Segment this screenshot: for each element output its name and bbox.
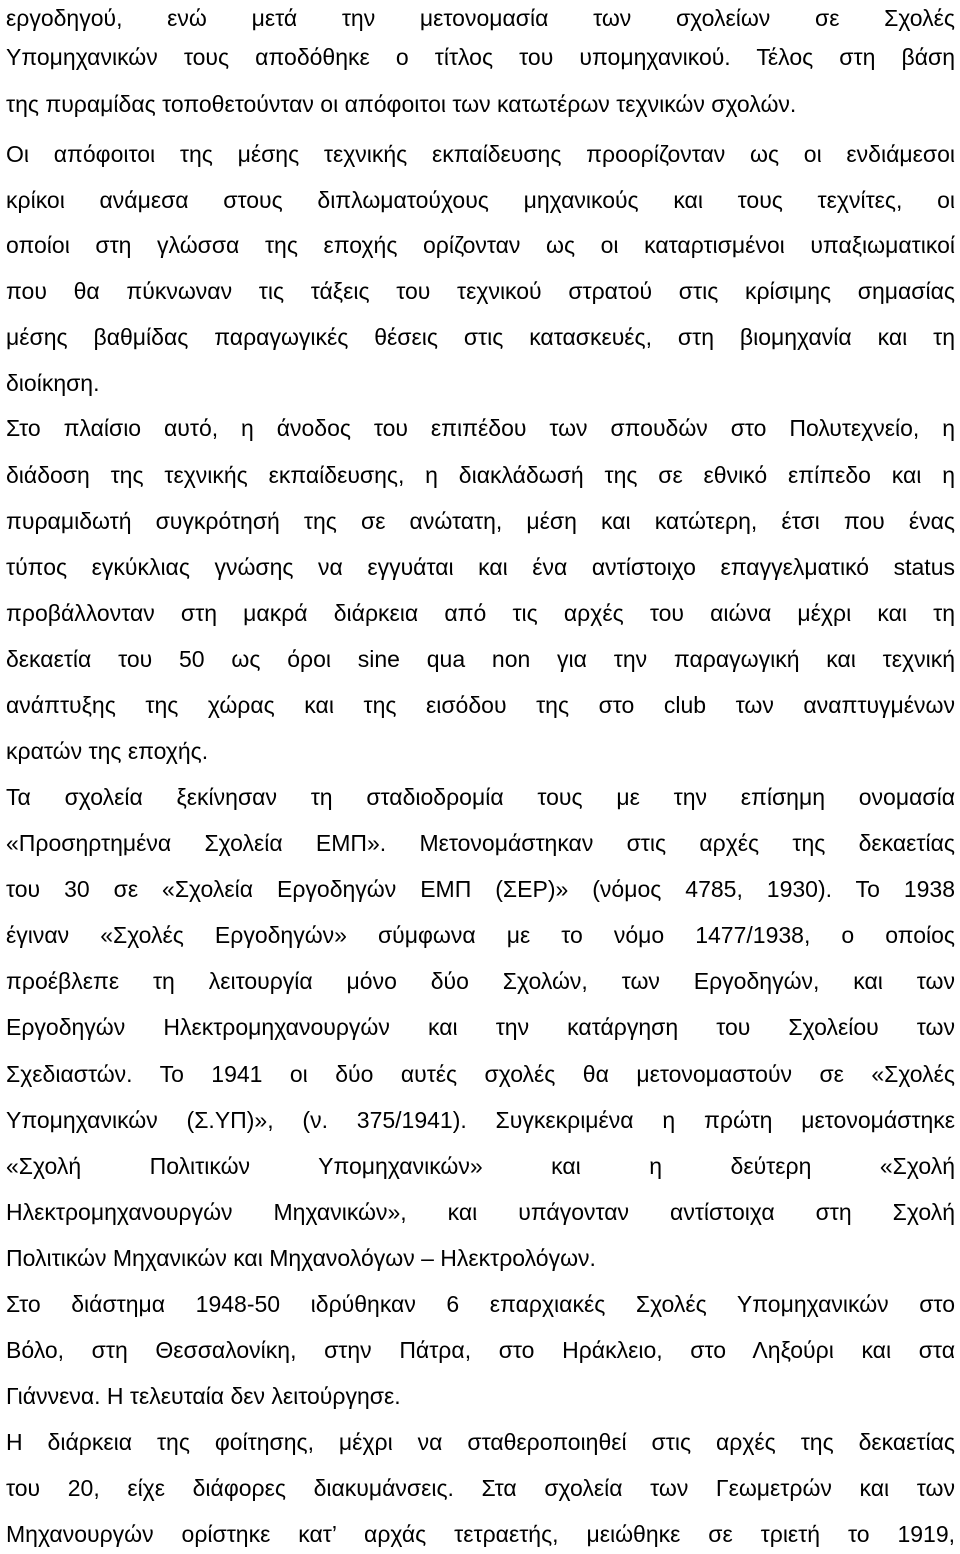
- text-line: Εργοδηγών Ηλεκτρομηχανουργών και την κατάργηση του Σχολείου των: [6, 1014, 955, 1040]
- text-line: του 30 σε «Σχολεία Εργοδηγών ΕΜΠ (ΣΕΡ)» (νόμος 4785, 1930). Το 1938: [6, 876, 955, 902]
- text-line: Πολιτικών Μηχανικών και Μηχανολόγων – Ηλεκτρολόγων.: [6, 1245, 596, 1271]
- text-line: προέβλεπε τη λειτουργία μόνο δύο Σχολών, των Εργοδηγών, και των: [6, 968, 955, 994]
- text-line: οποίοι στη γλώσσα της εποχής ορίζονταν ως οι καταρτισμένοι υπαξιωματικοί: [6, 232, 955, 258]
- text-line: ανάπτυξης της χώρας και της εισόδου της στο club των αναπτυγμένων: [6, 692, 955, 718]
- text-line: έγιναν «Σχολές Εργοδηγών» σύμφωνα με το νόμο 1477/1938, ο οποίος: [6, 922, 955, 948]
- text-line: προβάλλονταν στη μακρά διάρκεια από τις αρχές του αιώνα μέχρι και τη: [6, 600, 955, 626]
- text-line: Στο διάστημα 1948-50 ιδρύθηκαν 6 επαρχιακές Σχολές Υπομηχανικών στο: [6, 1291, 955, 1317]
- text-line: του 20, είχε διάφορες διακυμάνσεις. Στα σχολεία των Γεωμετρών και των: [6, 1475, 955, 1501]
- text-line: τύπος εγκύκλιας γνώσης να εγγυάται και ένα αντίστοιχο επαγγελματικό status: [6, 554, 955, 580]
- text-line: της πυραμίδας τοποθετούνταν οι απόφοιτοι των κατωτέρων τεχνικών σχολών.: [6, 91, 797, 117]
- text-line: μέσης βαθμίδας παραγωγικές θέσεις στις κατασκευές, στη βιομηχανία και τη: [6, 324, 955, 350]
- text-line: Γιάννενα. Η τελευταία δεν λειτούργησε.: [6, 1383, 401, 1409]
- text-line: Βόλο, στη Θεσσαλονίκη, στην Πάτρα, στο Ηράκλειο, στο Ληξούρι και στα: [6, 1337, 955, 1363]
- text-line: Στο πλαίσιο αυτό, η άνοδος του επιπέδου των σπουδών στο Πολυτεχνείο, η: [6, 415, 955, 441]
- text-line: κρατών της εποχής.: [6, 738, 209, 764]
- text-line: εργοδηγού, ενώ μετά την μετονομασία των σχολείων σε Σχολές: [6, 5, 955, 31]
- text-line: Τα σχολεία ξεκίνησαν τη σταδιοδρομία τους με την επίσημη ονομασία: [6, 784, 955, 810]
- text-line: κρίκοι ανάμεσα στους διπλωματούχους μηχανικούς και τους τεχνίτες, οι: [6, 187, 955, 213]
- text-line: Υπομηχανικών τους αποδόθηκε ο τίτλος του υπομηχανικού. Τέλος στη βάση: [6, 44, 955, 70]
- text-line: Σχεδιαστών. Το 1941 οι δύο αυτές σχολές θα μετονομαστούν σε «Σχολές: [6, 1061, 955, 1087]
- text-line: «Προσηρτημένα Σχολεία ΕΜΠ». Μετονομάστηκαν στις αρχές της δεκαετίας: [6, 830, 955, 856]
- text-line: διοίκηση.: [6, 370, 100, 396]
- text-line: Η διάρκεια της φοίτησης, μέχρι να σταθεροποιηθεί στις αρχές της δεκαετίας: [6, 1429, 955, 1455]
- text-line: που θα πύκνωναν τις τάξεις του τεχνικού στρατού στις κρίσιμης σημασίας: [6, 278, 955, 304]
- text-line: διάδοση της τεχνικής εκπαίδευσης, η διακλάδωσή της σε εθνικό επίπεδο και η: [6, 462, 955, 488]
- text-line: πυραμιδωτή συγκρότησή της σε ανώτατη, μέση και κατώτερη, έτσι που ένας: [6, 508, 955, 534]
- text-line: «Σχολή Πολιτικών Υπομηχανικών» και η δεύτερη «Σχολή: [6, 1153, 955, 1179]
- text-line: δεκαετία του 50 ως όροι sine qua non για την παραγωγική και τεχνική: [6, 646, 955, 672]
- text-line: Οι απόφοιτοι της μέσης τεχνικής εκπαίδευσης προορίζονταν ως οι ενδιάμεσοι: [6, 141, 955, 167]
- text-line: Μηχανουργών ορίστηκε κατ’ αρχάς τετραετής, μειώθηκε σε τριετή το 1919,: [6, 1521, 955, 1547]
- text-line: Ηλεκτρομηχανουργών Μηχανικών», και υπάγονταν αντίστοιχα στη Σχολή: [6, 1199, 955, 1225]
- text-line: Υπομηχανικών (Σ.ΥΠ)», (ν. 375/1941). Συγκεκριμένα η πρώτη μετονομάστηκε: [6, 1107, 955, 1133]
